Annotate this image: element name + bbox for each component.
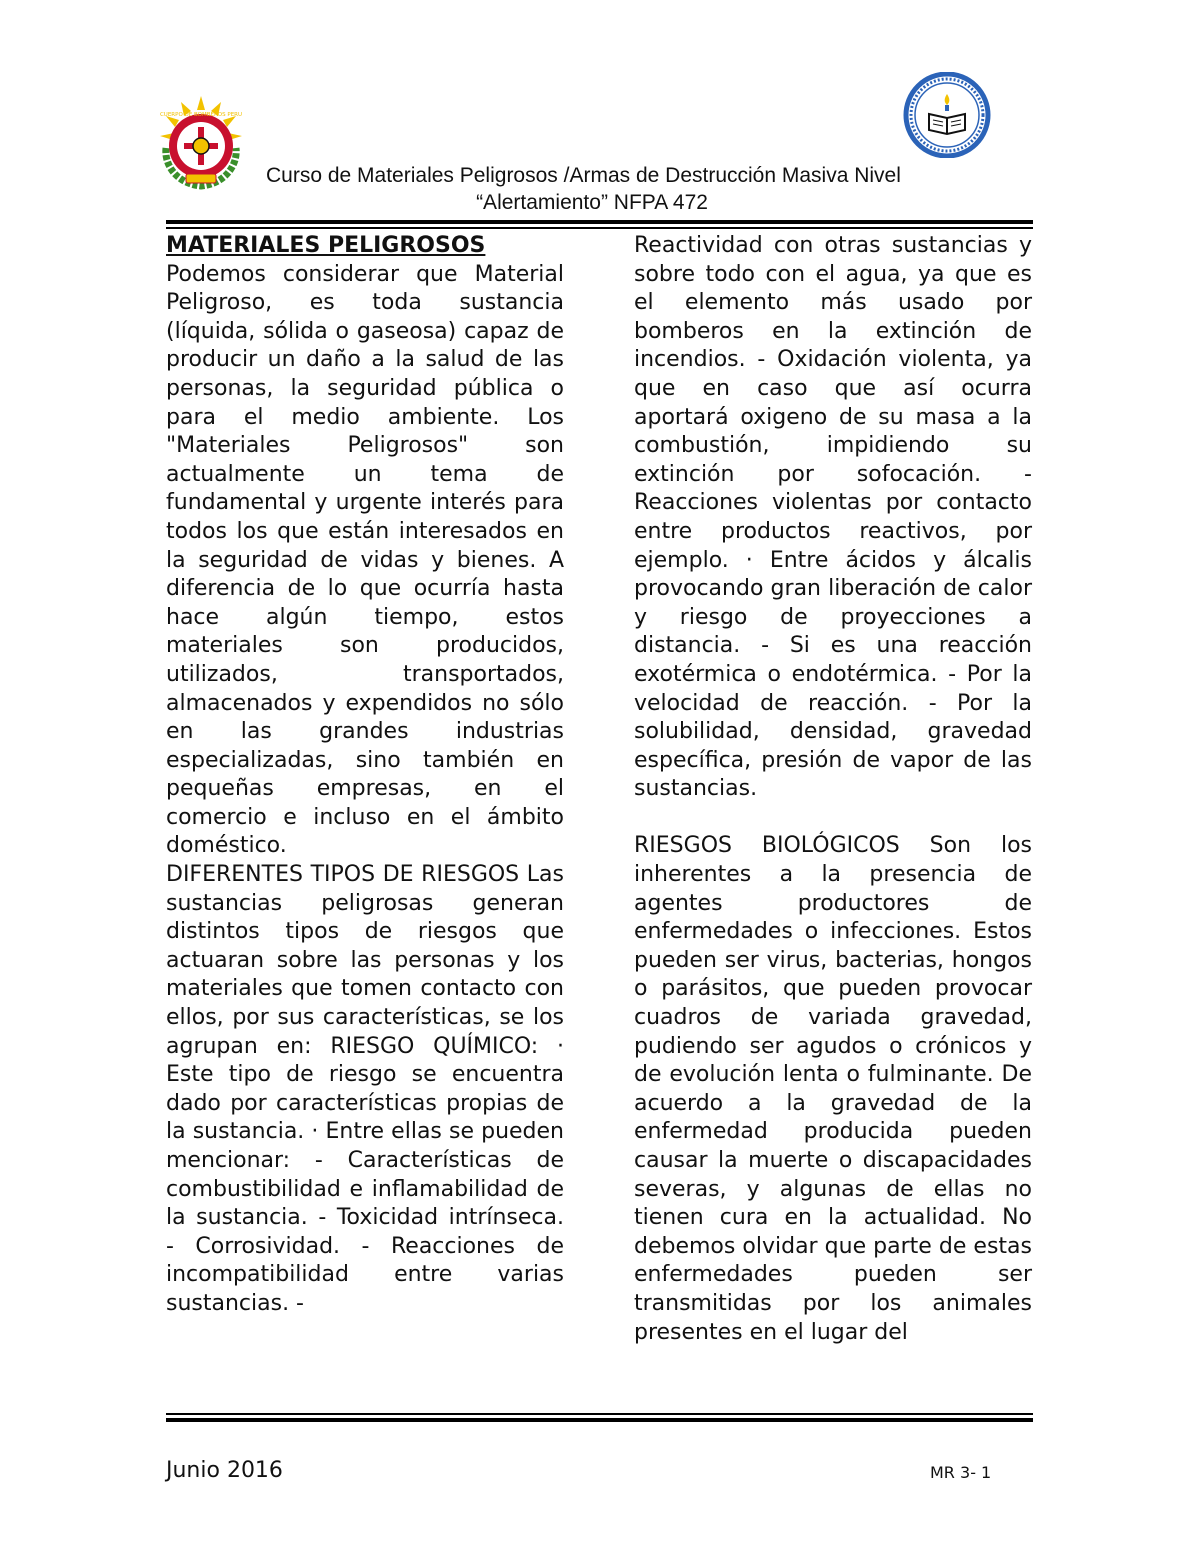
header-rule-thin [166,227,1033,229]
footer-page-number: MR 3- 1 [930,1463,992,1482]
header-title-line1: Curso de Materiales Peligrosos /Armas de Destrucción Masiva Nivel [266,164,901,187]
header-title-line2: “Alertamiento” NFPA 472 [476,191,708,214]
paragraph-gap [634,804,1032,833]
right-paragraph-reactivity: Reactividad con otras sustancias y sobre todo con el agua, ya que es el elemento más usado por bomberos en la extinción de incendios. - Oxidación violenta, ya que en caso que así ocurra aportará oxigeno de su masa a la combustión, impidiendo su extinción por sofocación. - Reacciones violentas por contacto entre productos reactivos, por ejemplo. · Entre ácidos y álcalis provocando gran liberación de calor y riesgo de proyecciones a distancia. - Si es una reacción exotérmica o endotérmica. - Por la velocidad de reacción. - Por la solubilidad, densidad, gravedad específica, presión de vapor de las sustancias. [634,233,1032,802]
footer-date: Junio 2016 [166,1458,283,1483]
left-paragraph-risks: DIFERENTES TIPOS DE RIESGOS Las sustancias peligrosas generan distintos tipos de riesgos que actuaran sobre las personas y los materiales que tomen contacto con ellos, por sus características, se los agrupan en: RIESGO QUÍMICO: · Este tipo de riesgo se encuentra dado por características propias de la sustancia. · Entre ellas se pueden mencionar: - Características de combustibilidad e inflamabilidad de la sustancia. - Toxicidad intrínseca. - Corrosividad. - Reacciones de incompatibilidad entre varias sustancias. - [166,862,564,1316]
section-heading-materiales-peligrosos: MATERIALES PELIGROSOS [166,233,486,258]
left-paragraph-intro: Podemos considerar que Material Peligroso, es toda sustancia (líquida, sólida o gaseosa) capaz de producir un daño a la salud de las personas, la seguridad pública o para el medio ambiente. Los "Materiales Peligrosos" son actualmente un tema de fundamental y urgente interés para todos los que están interesados en la seguridad de vidas y bienes. A diferencia de lo que ocurría hasta hace algún tiempo, estos materiales son producidos, utilizados, transportados, almacenados y expendidos no sólo en las grandes industrias especializadas, sino también en pequeñas empresas, en el comercio e incluso en el ámbito doméstico. [166,261,564,859]
document-header-title [168,162,1016,216]
left-text-column [166,232,564,1319]
header-rule-thick [166,220,1033,224]
right-paragraph-biological: RIESGOS BIOLÓGICOS Son los inherentes a la presencia de agentes productores de enfermedades o infecciones. Estos pueden ser virus, bacterias, hongos o parásitos, que pueden provocar cuadros de variada gravedad, pudiendo ser agudos o crónicos y de evolución lenta o fulminante. De acuerdo a la gravedad de la enfermedad producida pueden causar la muerte o discapacidades severas, y algunas de ellas no tienen cura en la actualidad. No debemos olvidar que parte de estas enfermedades pueden ser transmitidas por los animales presentes en el lugar del [634,833,1032,1345]
emblem-text: CUERPO DE BOMBEROS PERU [159,112,243,118]
footer-rule-thick [166,1418,1033,1422]
right-text-column [634,232,1032,1347]
institution-seal-logo [902,72,992,158]
footer-rule-thin [166,1413,1033,1415]
